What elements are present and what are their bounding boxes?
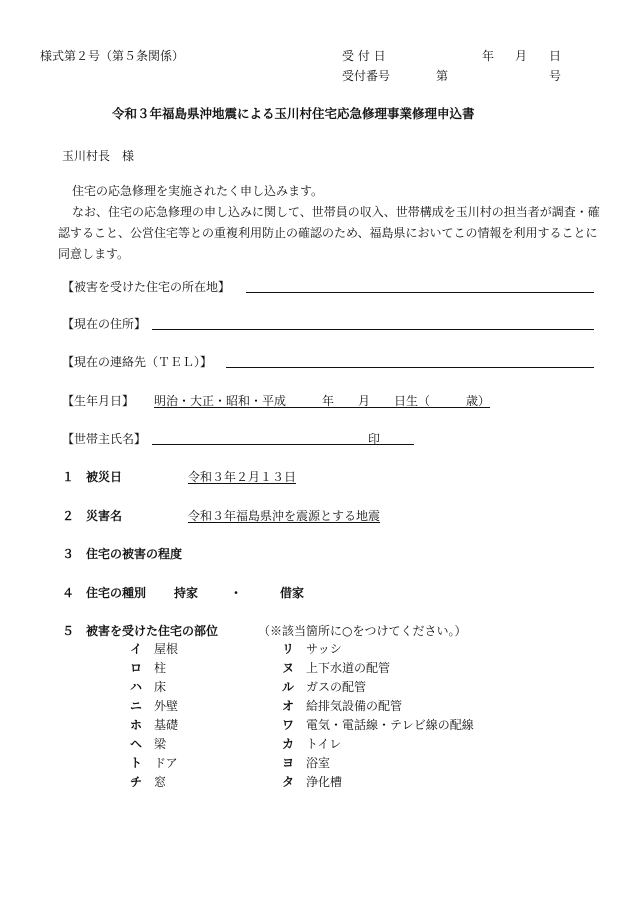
item3-label: ３ 住宅の被害の程度 xyxy=(62,547,183,561)
part-kana: ホ xyxy=(130,718,143,732)
part-kana: ワ xyxy=(282,718,295,732)
part-option-sash[interactable]: サッシ xyxy=(306,642,342,656)
receipt-year: 年 xyxy=(482,49,495,63)
birthdate-value[interactable]: 明治・大正・昭和・平成 年 月 日生（ 歳） xyxy=(154,394,491,408)
house-type-owned[interactable]: 持家 xyxy=(174,586,199,600)
part-option-floor[interactable]: 床 xyxy=(154,680,167,694)
part-kana: ヌ xyxy=(282,661,295,675)
part-option-window[interactable]: 窓 xyxy=(154,775,167,789)
part-kana: ト xyxy=(130,756,143,770)
receipt-date-label: 受 付 日 xyxy=(342,49,386,63)
part-kana: タ xyxy=(282,775,295,789)
part-kana: ル xyxy=(282,680,295,694)
part-option-beam[interactable]: 梁 xyxy=(154,737,167,751)
document-title: 令和３年福島県沖地震による玉川村住宅応急修理事業修理申込書 xyxy=(112,106,475,121)
part-option-outer-wall[interactable]: 外壁 xyxy=(154,699,179,713)
part-kana: オ xyxy=(282,699,295,713)
item4-label: ４ 住宅の種別 xyxy=(62,586,147,600)
house-type-separator: ・ xyxy=(230,586,243,600)
damaged-address-label: 【被害を受けた住宅の所在地】 xyxy=(62,280,231,294)
birthdate-label: 【生年月日】 xyxy=(62,394,135,408)
part-kana: ヘ xyxy=(130,737,143,751)
item2-label: ２ 災害名 xyxy=(62,509,123,523)
part-option-ventilation-pipe[interactable]: 給排気設備の配管 xyxy=(306,699,403,713)
part-kana: ハ xyxy=(130,680,143,694)
part-option-gas-pipe[interactable]: ガスの配管 xyxy=(306,680,367,694)
item5-label: ５ 被害を受けた住宅の部位 xyxy=(62,624,219,638)
part-option-bathroom[interactable]: 浴室 xyxy=(306,756,331,770)
item5-note: （※該当箇所に○をつけてください。） xyxy=(258,624,467,638)
part-option-door[interactable]: ドア xyxy=(154,756,178,770)
part-kana: ロ xyxy=(130,661,143,675)
receipt-go: 号 xyxy=(549,69,562,83)
house-type-rented[interactable]: 借家 xyxy=(280,586,305,600)
current-address-label: 【現在の住所】 xyxy=(62,317,147,331)
intro-paragraph-2: なお、住宅の応急修理の申し込みに関して、世帯員の収入、世帯構成を玉川村の担当者が調査・確認すること、公営住宅等との重複利用防止の確認のため、福島県においてこの情報を利用することに同意します。 xyxy=(58,205,600,261)
contact-line[interactable] xyxy=(226,367,594,368)
householder-label: 【世帯主氏名】 xyxy=(62,432,147,446)
part-kana: ヨ xyxy=(282,756,295,770)
part-kana: イ xyxy=(130,642,143,656)
intro-paragraph-1: 住宅の応急修理を実施されたく申し込みます。 xyxy=(72,184,324,198)
part-kana: カ xyxy=(282,737,295,751)
contact-label: 【現在の連絡先（ＴＥＬ）】 xyxy=(62,355,213,369)
form-number: 様式第２号（第５条関係） xyxy=(40,49,185,63)
item2-value: 令和３年福島県沖を震源とする地震 xyxy=(188,509,381,523)
part-option-foundation[interactable]: 基礎 xyxy=(154,718,179,732)
seal-mark: 印 xyxy=(368,432,381,446)
part-option-toilet[interactable]: トイレ xyxy=(306,737,342,751)
addressee: 玉川村長 様 xyxy=(62,149,135,163)
receipt-month: 月 xyxy=(515,49,528,63)
current-address-line[interactable] xyxy=(152,329,594,330)
damaged-address-line[interactable] xyxy=(246,292,594,293)
part-option-pillar[interactable]: 柱 xyxy=(154,661,167,675)
receipt-day: 日 xyxy=(549,49,562,63)
item1-value: 令和３年２月１３日 xyxy=(188,470,297,484)
part-option-wiring[interactable]: 電気・電話線・テレビ線の配線 xyxy=(306,718,474,732)
part-option-water-pipe[interactable]: 上下水道の配管 xyxy=(306,661,391,675)
part-kana: チ xyxy=(130,775,143,789)
part-kana: ニ xyxy=(130,699,143,713)
receipt-number-label: 受付番号 xyxy=(342,69,391,83)
part-option-septic-tank[interactable]: 浄化槽 xyxy=(306,775,343,789)
receipt-dai: 第 xyxy=(436,69,449,83)
item1-label: １ 被災日 xyxy=(62,470,123,484)
part-option-roof[interactable]: 屋根 xyxy=(154,642,179,656)
part-kana: リ xyxy=(282,642,295,656)
